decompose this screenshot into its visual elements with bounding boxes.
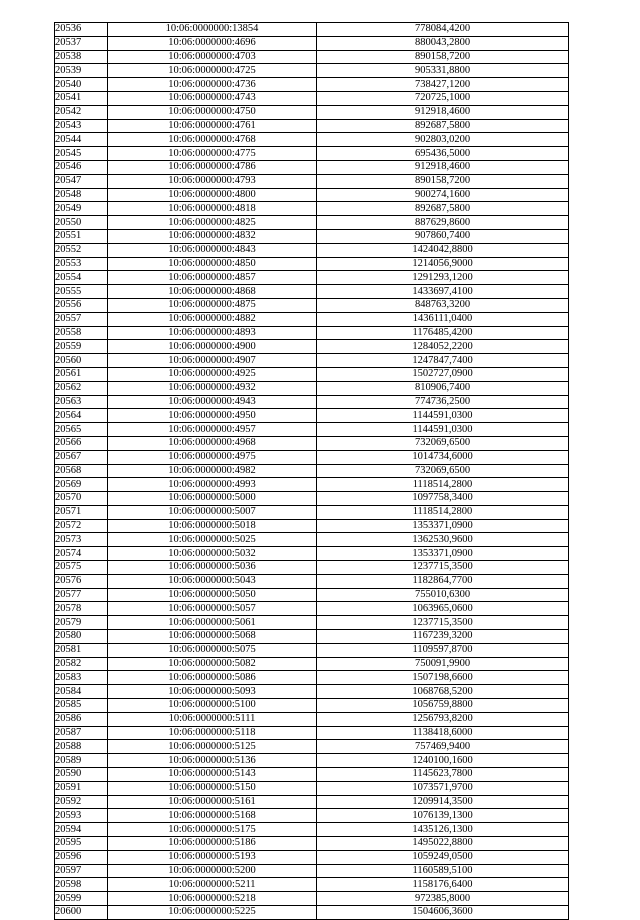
- cadastral-number-cell: 10:06:0000000:13854: [108, 23, 317, 37]
- table-row: [55, 630, 569, 644]
- table-row: [55, 229, 569, 243]
- row-number-cell: 20585: [55, 699, 108, 713]
- cadastral-number-cell: 10:06:0000000:4857: [108, 271, 317, 285]
- value-cell: 1182864,7700: [317, 574, 569, 588]
- row-number-cell: 20559: [55, 340, 108, 354]
- cadastral-number-cell: 10:06:0000000:5057: [108, 602, 317, 616]
- table-row: [55, 588, 569, 602]
- cadastral-number-cell: 10:06:0000000:5186: [108, 837, 317, 851]
- row-number-cell: 20568: [55, 464, 108, 478]
- row-number-cell: 20549: [55, 202, 108, 216]
- value-cell: 900274,1600: [317, 188, 569, 202]
- cadastral-number-cell: 10:06:0000000:4703: [108, 50, 317, 64]
- cadastral-number-cell: 10:06:0000000:5211: [108, 878, 317, 892]
- cadastral-number-cell: 10:06:0000000:5193: [108, 850, 317, 864]
- table-row: [55, 202, 569, 216]
- row-number-cell: 20545: [55, 147, 108, 161]
- value-cell: 1056759,8800: [317, 699, 569, 713]
- row-number-cell: 20564: [55, 409, 108, 423]
- value-cell: 1353371,0900: [317, 547, 569, 561]
- table-row: [55, 643, 569, 657]
- table-row: [55, 91, 569, 105]
- table-row: [55, 850, 569, 864]
- value-cell: 1240100,1600: [317, 754, 569, 768]
- value-cell: 1237715,3500: [317, 561, 569, 575]
- table-body: [55, 23, 569, 920]
- row-number-cell: 20550: [55, 216, 108, 230]
- row-number-cell: 20575: [55, 561, 108, 575]
- row-number-cell: 20560: [55, 354, 108, 368]
- value-cell: 1504606,3600: [317, 906, 569, 920]
- value-cell: 1118514,2800: [317, 478, 569, 492]
- value-cell: 890158,7200: [317, 174, 569, 188]
- value-cell: 887629,8600: [317, 216, 569, 230]
- cadastral-number-cell: 10:06:0000000:4786: [108, 160, 317, 174]
- table-row: [55, 257, 569, 271]
- cadastral-number-cell: 10:06:0000000:5218: [108, 892, 317, 906]
- cadastral-number-cell: 10:06:0000000:4993: [108, 478, 317, 492]
- table-row: [55, 381, 569, 395]
- row-number-cell: 20572: [55, 519, 108, 533]
- table-row: [55, 271, 569, 285]
- row-number-cell: 20580: [55, 630, 108, 644]
- row-number-cell: 20557: [55, 312, 108, 326]
- row-number-cell: 20566: [55, 436, 108, 450]
- row-number-cell: 20555: [55, 285, 108, 299]
- table-row: [55, 423, 569, 437]
- cadastral-number-cell: 10:06:0000000:4932: [108, 381, 317, 395]
- row-number-cell: 20577: [55, 588, 108, 602]
- value-cell: 848763,3200: [317, 298, 569, 312]
- table-row: [55, 906, 569, 920]
- table-row: [55, 657, 569, 671]
- table-row: [55, 174, 569, 188]
- row-number-cell: 20570: [55, 492, 108, 506]
- cadastral-number-cell: 10:06:0000000:4943: [108, 395, 317, 409]
- cadastral-number-cell: 10:06:0000000:4925: [108, 367, 317, 381]
- value-cell: 810906,7400: [317, 381, 569, 395]
- value-cell: 892687,5800: [317, 119, 569, 133]
- value-cell: 1118514,2800: [317, 505, 569, 519]
- value-cell: 1160589,5100: [317, 864, 569, 878]
- row-number-cell: 20565: [55, 423, 108, 437]
- row-number-cell: 20596: [55, 850, 108, 864]
- value-cell: 1097758,3400: [317, 492, 569, 506]
- cadastral-number-cell: 10:06:0000000:5025: [108, 533, 317, 547]
- cadastral-number-cell: 10:06:0000000:4968: [108, 436, 317, 450]
- cadastral-number-cell: 10:06:0000000:4950: [108, 409, 317, 423]
- value-cell: 1145623,7800: [317, 768, 569, 782]
- value-cell: 1436111,0400: [317, 312, 569, 326]
- cadastral-number-cell: 10:06:0000000:5161: [108, 795, 317, 809]
- value-cell: 732069,6500: [317, 436, 569, 450]
- row-number-cell: 20591: [55, 781, 108, 795]
- row-number-cell: 20590: [55, 768, 108, 782]
- table-row: [55, 795, 569, 809]
- table-row: [55, 754, 569, 768]
- table-row: [55, 243, 569, 257]
- row-number-cell: 20548: [55, 188, 108, 202]
- table-row: [55, 685, 569, 699]
- cadastral-number-cell: 10:06:0000000:4843: [108, 243, 317, 257]
- table-row: [55, 298, 569, 312]
- table-row: [55, 781, 569, 795]
- value-cell: 902803,0200: [317, 133, 569, 147]
- row-number-cell: 20592: [55, 795, 108, 809]
- value-cell: 778084,4200: [317, 23, 569, 37]
- row-number-cell: 20581: [55, 643, 108, 657]
- value-cell: 972385,8000: [317, 892, 569, 906]
- cadastral-number-cell: 10:06:0000000:5068: [108, 630, 317, 644]
- table-row: [55, 547, 569, 561]
- value-cell: 912918,4600: [317, 105, 569, 119]
- row-number-cell: 20554: [55, 271, 108, 285]
- value-cell: 1068768,5200: [317, 685, 569, 699]
- cadastral-number-cell: 10:06:0000000:4900: [108, 340, 317, 354]
- value-cell: 1063965,0600: [317, 602, 569, 616]
- cadastral-number-cell: 10:06:0000000:4793: [108, 174, 317, 188]
- table-row: [55, 64, 569, 78]
- cadastral-number-cell: 10:06:0000000:4875: [108, 298, 317, 312]
- table-row: [55, 409, 569, 423]
- cadastral-number-cell: 10:06:0000000:4800: [108, 188, 317, 202]
- row-number-cell: 20598: [55, 878, 108, 892]
- value-cell: 1109597,8700: [317, 643, 569, 657]
- row-number-cell: 20578: [55, 602, 108, 616]
- row-number-cell: 20597: [55, 864, 108, 878]
- row-number-cell: 20544: [55, 133, 108, 147]
- cadastral-number-cell: 10:06:0000000:4696: [108, 36, 317, 50]
- row-number-cell: 20571: [55, 505, 108, 519]
- table-row: [55, 712, 569, 726]
- row-number-cell: 20593: [55, 809, 108, 823]
- value-cell: 892687,5800: [317, 202, 569, 216]
- cadastral-number-cell: 10:06:0000000:5093: [108, 685, 317, 699]
- cadastral-number-cell: 10:06:0000000:5043: [108, 574, 317, 588]
- row-number-cell: 20567: [55, 450, 108, 464]
- table-row: [55, 105, 569, 119]
- value-cell: 1138418,6000: [317, 726, 569, 740]
- value-cell: 890158,7200: [317, 50, 569, 64]
- table-row: [55, 533, 569, 547]
- cadastral-number-cell: 10:06:0000000:4832: [108, 229, 317, 243]
- value-cell: 1353371,0900: [317, 519, 569, 533]
- row-number-cell: 20551: [55, 229, 108, 243]
- row-number-cell: 20541: [55, 91, 108, 105]
- table-row: [55, 354, 569, 368]
- table-row: [55, 23, 569, 37]
- table-row: [55, 119, 569, 133]
- row-number-cell: 20600: [55, 906, 108, 920]
- row-number-cell: 20539: [55, 64, 108, 78]
- row-number-cell: 20574: [55, 547, 108, 561]
- table-row: [55, 147, 569, 161]
- row-number-cell: 20558: [55, 326, 108, 340]
- cadastral-number-cell: 10:06:0000000:4868: [108, 285, 317, 299]
- row-number-cell: 20561: [55, 367, 108, 381]
- row-number-cell: 20543: [55, 119, 108, 133]
- row-number-cell: 20594: [55, 823, 108, 837]
- row-number-cell: 20563: [55, 395, 108, 409]
- table-row: [55, 892, 569, 906]
- cadastral-number-cell: 10:06:0000000:4850: [108, 257, 317, 271]
- row-number-cell: 20536: [55, 23, 108, 37]
- table-row: [55, 823, 569, 837]
- row-number-cell: 20546: [55, 160, 108, 174]
- cadastral-number-cell: 10:06:0000000:5000: [108, 492, 317, 506]
- row-number-cell: 20542: [55, 105, 108, 119]
- table-row: [55, 312, 569, 326]
- row-number-cell: 20583: [55, 671, 108, 685]
- value-cell: 732069,6500: [317, 464, 569, 478]
- value-cell: 1424042,8800: [317, 243, 569, 257]
- value-cell: 1073571,9700: [317, 781, 569, 795]
- value-cell: 738427,1200: [317, 78, 569, 92]
- row-number-cell: 20587: [55, 726, 108, 740]
- table-row: [55, 616, 569, 630]
- table-row: [55, 519, 569, 533]
- table-row: [55, 395, 569, 409]
- cadastral-number-cell: 10:06:0000000:5032: [108, 547, 317, 561]
- row-number-cell: 20537: [55, 36, 108, 50]
- table-row: [55, 478, 569, 492]
- table-row: [55, 740, 569, 754]
- value-cell: 1176485,4200: [317, 326, 569, 340]
- value-cell: 750091,9900: [317, 657, 569, 671]
- value-cell: 1502727,0900: [317, 367, 569, 381]
- row-number-cell: 20595: [55, 837, 108, 851]
- table-row: [55, 50, 569, 64]
- value-cell: 1076139,1300: [317, 809, 569, 823]
- value-cell: 1247847,7400: [317, 354, 569, 368]
- row-number-cell: 20562: [55, 381, 108, 395]
- table-row: [55, 188, 569, 202]
- row-number-cell: 20556: [55, 298, 108, 312]
- value-cell: 1256793,8200: [317, 712, 569, 726]
- table-row: [55, 450, 569, 464]
- cadastral-number-cell: 10:06:0000000:5036: [108, 561, 317, 575]
- row-number-cell: 20569: [55, 478, 108, 492]
- value-cell: 1362530,9600: [317, 533, 569, 547]
- cadastral-number-cell: 10:06:0000000:5075: [108, 643, 317, 657]
- row-number-cell: 20589: [55, 754, 108, 768]
- cadastral-number-cell: 10:06:0000000:5136: [108, 754, 317, 768]
- cadastral-number-cell: 10:06:0000000:5118: [108, 726, 317, 740]
- value-cell: 1284052,2200: [317, 340, 569, 354]
- value-cell: 1158176,6400: [317, 878, 569, 892]
- value-cell: 1291293,1200: [317, 271, 569, 285]
- cadastral-number-cell: 10:06:0000000:5086: [108, 671, 317, 685]
- table-row: [55, 574, 569, 588]
- table-row: [55, 505, 569, 519]
- data-table: [54, 22, 569, 920]
- row-number-cell: 20547: [55, 174, 108, 188]
- value-cell: 1433697,4100: [317, 285, 569, 299]
- table-row: [55, 367, 569, 381]
- table-row: [55, 436, 569, 450]
- value-cell: 1144591,0300: [317, 409, 569, 423]
- value-cell: 774736,2500: [317, 395, 569, 409]
- cadastral-number-cell: 10:06:0000000:4882: [108, 312, 317, 326]
- table-row: [55, 671, 569, 685]
- cadastral-number-cell: 10:06:0000000:4736: [108, 78, 317, 92]
- row-number-cell: 20579: [55, 616, 108, 630]
- cadastral-number-cell: 10:06:0000000:5125: [108, 740, 317, 754]
- row-number-cell: 20553: [55, 257, 108, 271]
- value-cell: 907860,7400: [317, 229, 569, 243]
- table-row: [55, 78, 569, 92]
- value-cell: 905331,8800: [317, 64, 569, 78]
- value-cell: 912918,4600: [317, 160, 569, 174]
- value-cell: 1167239,3200: [317, 630, 569, 644]
- cadastral-number-cell: 10:06:0000000:4768: [108, 133, 317, 147]
- table-row: [55, 160, 569, 174]
- cadastral-number-cell: 10:06:0000000:5143: [108, 768, 317, 782]
- value-cell: 1495022,8800: [317, 837, 569, 851]
- cadastral-number-cell: 10:06:0000000:4725: [108, 64, 317, 78]
- value-cell: 1237715,3500: [317, 616, 569, 630]
- table-row: [55, 464, 569, 478]
- cadastral-number-cell: 10:06:0000000:4893: [108, 326, 317, 340]
- table-row: [55, 602, 569, 616]
- row-number-cell: 20599: [55, 892, 108, 906]
- table-row: [55, 340, 569, 354]
- cadastral-number-cell: 10:06:0000000:5007: [108, 505, 317, 519]
- table-row: [55, 837, 569, 851]
- row-number-cell: 20584: [55, 685, 108, 699]
- cadastral-number-cell: 10:06:0000000:4761: [108, 119, 317, 133]
- cadastral-number-cell: 10:06:0000000:5050: [108, 588, 317, 602]
- value-cell: 1435126,1300: [317, 823, 569, 837]
- value-cell: 880043,2800: [317, 36, 569, 50]
- table-row: [55, 878, 569, 892]
- table-row: [55, 285, 569, 299]
- cadastral-number-cell: 10:06:0000000:4750: [108, 105, 317, 119]
- cadastral-number-cell: 10:06:0000000:5225: [108, 906, 317, 920]
- table-row: [55, 809, 569, 823]
- row-number-cell: 20582: [55, 657, 108, 671]
- cadastral-number-cell: 10:06:0000000:4982: [108, 464, 317, 478]
- row-number-cell: 20576: [55, 574, 108, 588]
- table-row: [55, 216, 569, 230]
- row-number-cell: 20573: [55, 533, 108, 547]
- value-cell: 1059249,0500: [317, 850, 569, 864]
- table-row: [55, 561, 569, 575]
- value-cell: 720725,1000: [317, 91, 569, 105]
- value-cell: 757469,9400: [317, 740, 569, 754]
- row-number-cell: 20552: [55, 243, 108, 257]
- cadastral-number-cell: 10:06:0000000:4743: [108, 91, 317, 105]
- value-cell: 1144591,0300: [317, 423, 569, 437]
- row-number-cell: 20540: [55, 78, 108, 92]
- table-row: [55, 326, 569, 340]
- cadastral-number-cell: 10:06:0000000:5175: [108, 823, 317, 837]
- table-row: [55, 864, 569, 878]
- cadastral-number-cell: 10:06:0000000:5200: [108, 864, 317, 878]
- row-number-cell: 20538: [55, 50, 108, 64]
- cadastral-number-cell: 10:06:0000000:5061: [108, 616, 317, 630]
- value-cell: 695436,5000: [317, 147, 569, 161]
- row-number-cell: 20586: [55, 712, 108, 726]
- cadastral-number-cell: 10:06:0000000:5082: [108, 657, 317, 671]
- cadastral-number-cell: 10:06:0000000:4975: [108, 450, 317, 464]
- value-cell: 1014734,6000: [317, 450, 569, 464]
- cadastral-number-cell: 10:06:0000000:5150: [108, 781, 317, 795]
- cadastral-number-cell: 10:06:0000000:4907: [108, 354, 317, 368]
- value-cell: 1507198,6600: [317, 671, 569, 685]
- table-row: [55, 768, 569, 782]
- cadastral-number-cell: 10:06:0000000:4825: [108, 216, 317, 230]
- cadastral-number-cell: 10:06:0000000:5100: [108, 699, 317, 713]
- cadastral-number-cell: 10:06:0000000:5111: [108, 712, 317, 726]
- cadastral-number-cell: 10:06:0000000:4775: [108, 147, 317, 161]
- table-row: [55, 133, 569, 147]
- table-row: [55, 492, 569, 506]
- table-row: [55, 36, 569, 50]
- cadastral-number-cell: 10:06:0000000:5168: [108, 809, 317, 823]
- value-cell: 1209914,3500: [317, 795, 569, 809]
- value-cell: 755010,6300: [317, 588, 569, 602]
- row-number-cell: 20588: [55, 740, 108, 754]
- value-cell: 1214056,9000: [317, 257, 569, 271]
- table-row: [55, 726, 569, 740]
- cadastral-number-cell: 10:06:0000000:4957: [108, 423, 317, 437]
- table-row: [55, 699, 569, 713]
- cadastral-number-cell: 10:06:0000000:5018: [108, 519, 317, 533]
- cadastral-number-cell: 10:06:0000000:4818: [108, 202, 317, 216]
